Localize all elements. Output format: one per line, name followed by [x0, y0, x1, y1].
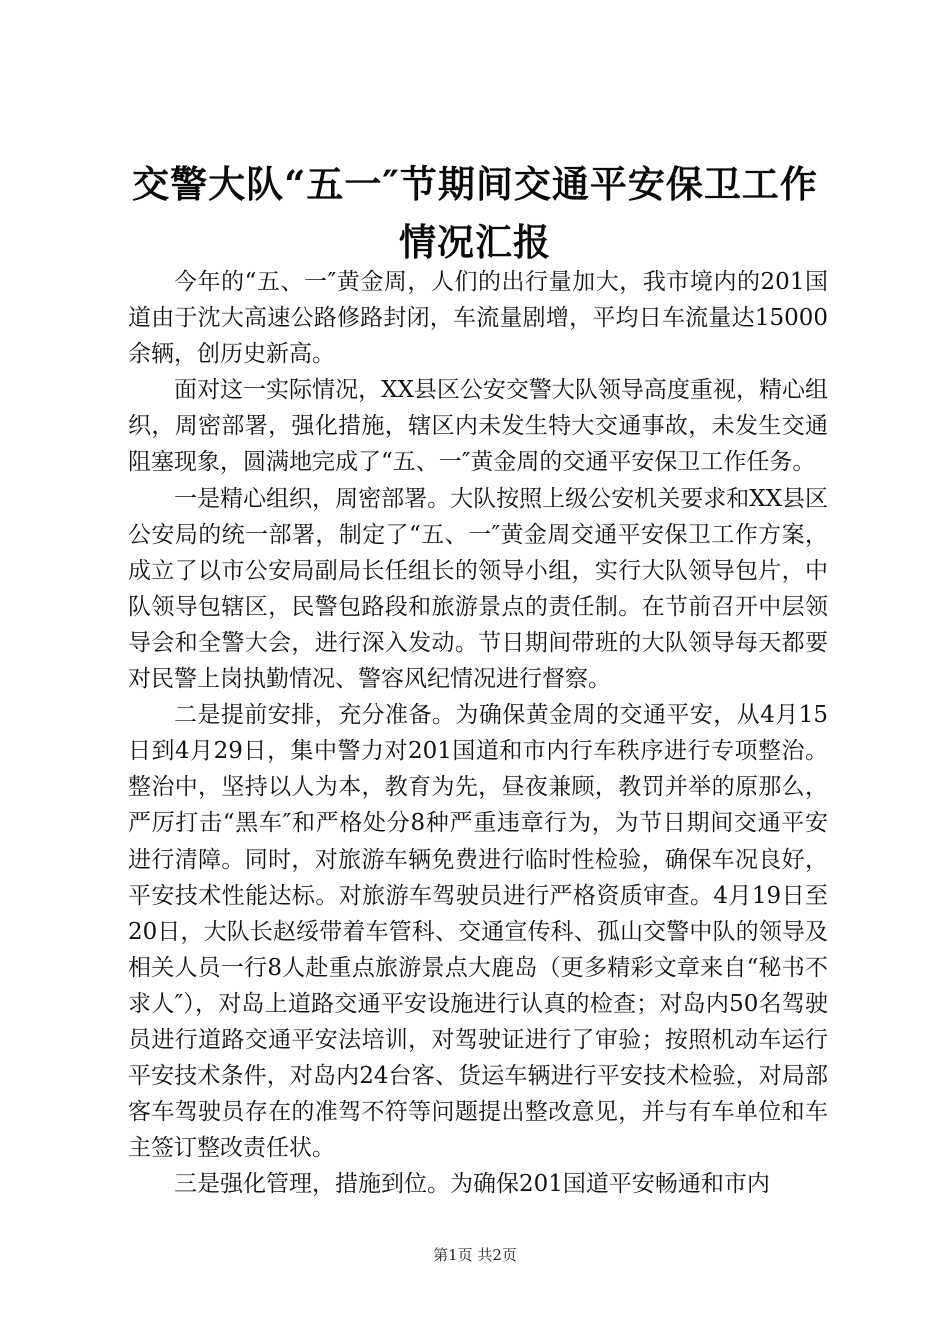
document-title: 交警大队“五一″节期间交通平安保卫工作情况汇报	[132, 162, 818, 264]
document-body	[128, 264, 828, 1202]
paragraph-point-two: 二是提前安排，充分准备。为确保黄金周的交通平安，从4月15日到4月29日，集中警力对201国道和市内行车秩序进行专项整治。整治中，坚持以人为本，教育为先，昼夜兼顾，教罚并举的原那么，严厉打击“黑车″和严格处分8种严重违章行为，为节日期间交通平安进行清障。同时，对旅游车辆免费进行临时性检验，确保车况良好，平安技术性能达标。对旅游车驾驶员进行严格资质审查。4月19日至20日，大队长赵绥带着车管科、交通宣传科、孤山交警中队的领导及相关人员一行8人赴重点旅游景点大鹿岛（更多精彩文章来自“秘书不求人″），对岛上道路交通平安设施进行认真的检查；对岛内50名驾驶员进行道路交通平安法培训，对驾驶证进行了审验；按照机动车运行平安技术条件，对岛内24台客、货运车辆进行平安技术检验，对局部客车驾驶员存在的准驾不符等问题提出整改意见，并与有车单位和车主签订整改责任状。	[128, 702, 828, 1162]
paragraph-point-one: 一是精心组织，周密部署。大队按照上级公安机关要求和XX县区公安局的统一部署，制定了“五、一″黄金周交通平安保卫工作方案，成立了以市公安局副局长任组长的领导小组，实行大队领导包片，中队领导包辖区，民警包路段和旅游景点的责任制。在节前召开中层领导会和全警大会，进行深入发动。节日期间带班的大队领导每天都要对民警上岗执勤情况、警容风纪情况进行督察。	[128, 485, 828, 693]
paragraph-intro: 今年的“五、一″黄金周，人们的出行量加大，我市境内的201国道由于沈大高速公路修路封闭，车流量剧增，平均日车流量达15000余辆，创历史新高。	[128, 269, 828, 368]
page-footer: 第1页 共2页	[433, 1246, 517, 1264]
paragraph-point-three: 三是强化管理，措施到位。为确保201国道平安畅通和市内	[174, 1171, 770, 1198]
paragraph-overview: 面对这一实际情况，XX县区公安交警大队领导高度重视，精心组织，周密部署，强化措施，辖区内未发生特大交通事故，未发生交通阻塞现象，圆满地完成了“五、一″黄金周的交通平安保卫工作任务。	[128, 377, 828, 476]
